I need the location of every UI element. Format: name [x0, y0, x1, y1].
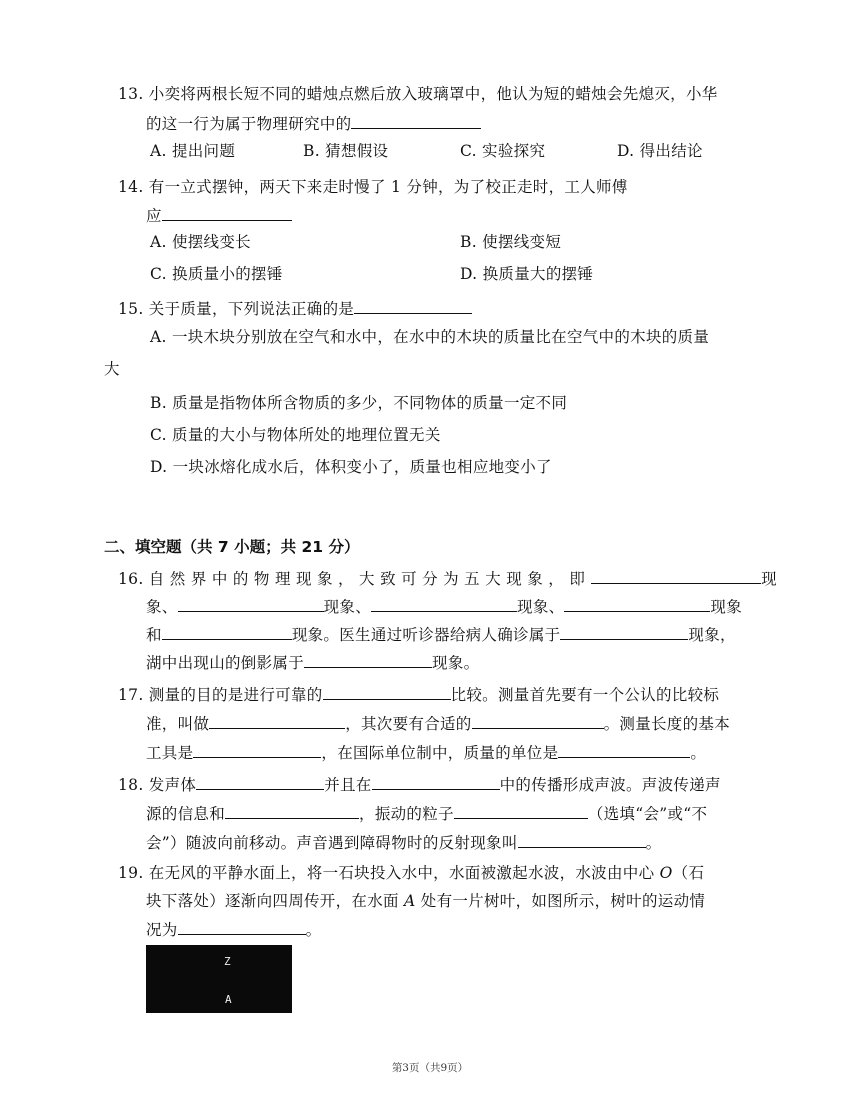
section-header-fill-in: 二、填空题（共 7 小题；共 21 分） [104, 538, 360, 556]
q18-line3: 会”）随波向前移动。声音遇到障碍物时的反射现象叫 。 [146, 834, 662, 852]
q18-blank-4[interactable] [454, 803, 588, 819]
q15-option-d: D. 一块冰熔化成水后，体积变小了，质量也相应地变小了 [150, 458, 552, 476]
q19-water-wave-figure [146, 945, 292, 1013]
q17-blank-3[interactable] [472, 713, 604, 729]
q16-blank-6[interactable] [560, 624, 688, 640]
q19-line3: 况为 。 [146, 921, 322, 939]
q16-blank-3[interactable] [371, 596, 517, 612]
q17-blank-5[interactable] [558, 742, 690, 758]
q18-blank-3[interactable] [225, 803, 359, 819]
q14-option-c: C. 换质量小的摆锤 [150, 265, 283, 283]
q16-line3: 和 现象。医生通过听诊器给病人确诊属于 现象， [146, 626, 736, 644]
page-footer: 第3页（共9页） [391, 1062, 469, 1074]
q13-line1: 13. 小奕将两根长短不同的蜡烛点燃后放入玻璃罩中，他认为短的蜡烛会先熄灭，小华 [118, 85, 718, 103]
q13-option-a: A. 提出问题 [150, 142, 236, 160]
q16-line4: 湖中出现山的倒影属于 现象。 [146, 654, 480, 672]
q14-answer-blank[interactable] [162, 205, 292, 221]
q16-line1: 16. 自 然 界 中 的 物 理 现 象 ， 大 致 可 分 为 五 大 现 象 ， 即 现 [118, 570, 777, 588]
q19-line2: 块下落处）逐渐向四周传开，在水面 A 处有一片树叶，如图所示，树叶的运动情 [146, 892, 706, 910]
figure-label-a: A [225, 993, 232, 1006]
q15-option-c: C. 质量的大小与物体所处的地理位置无关 [150, 426, 441, 444]
q18-line1: 18. 发声体 并且在 中的传播形成声波。声波传递声 [118, 776, 721, 794]
q18-line2: 源的信息和 ，振动的粒子 （选填“会”或“不 [146, 805, 708, 823]
q17-blank-1[interactable] [323, 684, 451, 700]
q13-answer-blank[interactable] [351, 113, 481, 129]
figure-label-top: Z [224, 955, 231, 968]
q19-blank-1[interactable] [178, 919, 306, 935]
q17-line1: 17. 测量的目的是进行可靠的 比较。测量首先要有一个公认的比较标 [118, 686, 720, 704]
q14-option-d: D. 换质量大的摆锤 [460, 265, 594, 283]
q18-blank-2[interactable] [372, 774, 500, 790]
q15-line1: 15. 关于质量，下列说法正确的是 [118, 298, 472, 319]
q16-blank-5[interactable] [162, 624, 292, 640]
q13-line2: 的这一行为属于物理研究中的 [146, 113, 481, 134]
q13-option-d: D. 得出结论 [617, 142, 703, 160]
q14-option-a: A. 使摆线变长 [150, 233, 251, 251]
q18-blank-5[interactable] [518, 832, 646, 848]
q13-option-b: B. 猜想假设 [303, 142, 389, 160]
q15-answer-blank[interactable] [354, 298, 472, 314]
q17-line3: 工具是 ，在国际单位制中，质量的单位是 。 [146, 744, 707, 762]
q16-blank-7[interactable] [304, 652, 432, 668]
q16-blank-1[interactable] [591, 568, 761, 584]
q15-option-b: B. 质量是指物体所含物质的多少，不同物体的质量一定不同 [150, 394, 568, 412]
q16-blank-4[interactable] [564, 596, 710, 612]
q17-line2: 准，叫做 ，其次要有合适的 。测量长度的基本 [146, 715, 731, 733]
q17-blank-4[interactable] [193, 742, 321, 758]
q14-option-b: B. 使摆线变短 [460, 233, 562, 251]
q16-blank-2[interactable] [178, 596, 324, 612]
q14-line1: 14. 有一立式摆钟，两天下来走时慢了 1 分钟，为了校正走时，工人师傅 [118, 178, 628, 196]
q15-option-a-line2: 大 [104, 360, 120, 378]
q16-line2: 象、 现象、 现象、 现象 [146, 598, 743, 616]
q18-blank-1[interactable] [196, 774, 324, 790]
q14-line2: 应 [146, 205, 292, 226]
q17-blank-2[interactable] [209, 713, 345, 729]
q19-line1: 19. 在无风的平静水面上，将一石块投入水中，水面被激起水波，水波由中心 O（石 [118, 864, 705, 882]
q13-option-c: C. 实验探究 [460, 142, 546, 160]
q15-option-a-line1: A. 一块木块分别放在空气和水中，在水中的木块的质量比在空气中的木块的质量 [150, 328, 710, 346]
